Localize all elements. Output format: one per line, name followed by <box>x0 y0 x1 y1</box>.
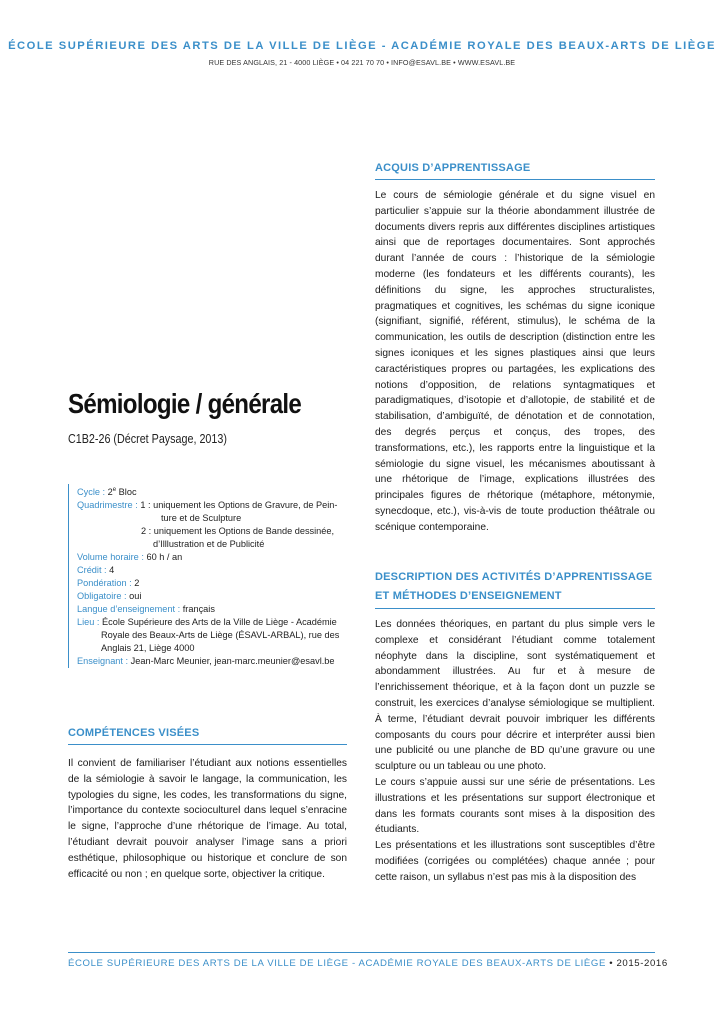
footer-separator: • <box>605 958 617 969</box>
description-text <box>375 617 655 886</box>
info-language <box>77 603 357 616</box>
course-info-block <box>68 484 357 668</box>
description-paragraph-3: Les présentations et les illustrations sont susceptibles d’être modifiées (corrigées ou complétées) chaque année ; pour cette raison, un syllabus n’est pas mis à la disposition des <box>375 840 655 883</box>
competences-heading: COMPÉTENCES VISÉES <box>68 727 347 745</box>
info-cycle <box>77 484 357 499</box>
place-line2: Royale des Beaux-Arts de Liège (ÉSAVL-ARBAL), rue des <box>101 630 340 641</box>
info-hours <box>77 551 357 564</box>
info-mandatory <box>77 590 357 603</box>
header-school-name: ÉCOLE SUPÉRIEURE DES ARTS DE LA VILLE DE LIÈGE - ACADÉMIE ROYALE DES BEAUX-ARTS DE LIÈGE <box>8 40 716 52</box>
competences-text <box>68 756 347 882</box>
quad-line4: d’Illlustration et de Publicité <box>153 539 265 550</box>
place-label: Lieu : <box>77 617 103 628</box>
mandatory-value: oui <box>129 591 142 602</box>
header-contact-line: RUE DES ANGLAIS, 21 - 4000 LIÈGE • 04 221 70 70 • INFO@ESAVL.BE • WWW.ESAVL.BE <box>208 58 516 67</box>
teacher-value: Jean-Marc Meunier, jean-marc.meunier@esavl.be <box>130 656 335 667</box>
course-code: C1B2-26 (Décret Paysage, 2013) <box>68 432 227 446</box>
language-label: Langue d’enseignement : <box>77 604 183 615</box>
hours-label: Volume horaire : <box>77 552 147 563</box>
info-credit <box>77 564 357 577</box>
place-line3: Anglais 21, Liège 4000 <box>101 643 195 654</box>
acquis-text <box>375 188 655 536</box>
quad-line3: 2 : uniquement les Options de Bande dessinée, <box>141 526 335 537</box>
language-value: français <box>182 604 215 615</box>
cycle-value-sup: e <box>112 487 117 493</box>
quad-label: Quadrimestre : <box>77 500 141 511</box>
info-teacher <box>77 655 357 668</box>
place-line1: École Supérieure des Arts de la Ville de Liège - Académie <box>102 617 337 628</box>
footer-divider <box>68 952 655 953</box>
quad-line2: ture et de Sculpture <box>161 513 242 524</box>
quad-line1: 1 : uniquement les Options de Gravure, de Pein- <box>140 500 338 511</box>
info-place <box>77 616 357 629</box>
credit-label: Crédit : <box>77 565 110 576</box>
hours-value: 60 h / an <box>146 552 183 563</box>
description-paragraph-1: Les données théoriques, en partant du plus simple vers le complexe et considérant l’étudiant comme totalement néophyte dans la discipline, sont systématiquement et abondamment illustrées. Au fur et à mesure de l’enrichissement théorique, et à la façon dont un puzzle se construit, les exercices d’analyse sémiologique se multiplient. À terme, l’étudiant devrait pouvoir imbriquer les différents composants du cours pour décrire et interpréter aussi bien une publicité ou une planche de BD qu’une gravure ou une sculpture ou un tableau ou une photo. <box>375 619 655 773</box>
mandatory-label: Obligatoire : <box>77 591 130 602</box>
info-quadrimestre <box>77 499 357 512</box>
cycle-value-rest: Bloc <box>116 487 137 498</box>
competences-paragraph: Il convient de familiariser l’étudiant aux notions essentielles de la sémiologie à savoir le langage, la communication, les typologies du signe, les codes, les transformations du signe, l’importance du contexte socioculturel dans lequel s’enracine le signe, l’approche d’une rhétorique de l’image. Au total, l’étudiant devrait pouvoir analyser l’image sans a priori esthétique, philosophique ou historique et conclure de son efficacité ou non ; en quelque sorte, objectiver la critique. <box>68 758 347 880</box>
footer <box>68 958 668 969</box>
credit-value: 4 <box>109 565 115 576</box>
acquis-paragraph: Le cours de sémiologie générale et du signe visuel en particulier s’appuie sur la théorie abondamment illustrée de documents divers repris aux différentes disciplines artistiques ainsi que de reportages documentaires. Sont approchés durant l’année de cours : l’historique de la sémiologie moderne (les fondateurs et les différents courants), les définitions du signe, les approches structuralistes, pragmatiques et cognitives, les schémas du signe iconique (signifiant, signifié, référent, stimulus), le schéma de la communication, les outils de description (distinction entre les signes iconiques et les signes plastiques ainsi que leurs caractéristiques propres ou partagées, les explications des notions d’opposition, de relations syntagmatiques et paradigmatiques, d’isotopie et d’allotopie, de stabilité et de stabilisation, d’ambiguïté, de dénotation et de connotation, des degrés perçus et conçus, des tropes, des transformations, etc.), les rapports entre la linguistique et la sémiologie du signe visuel, les mécanismes aboutissant à une rhétorique de l’image, explications illustrées des principales figures de rhétorique (métaphore, métonymie, synecdoque, etc.), vis-à-vis de toute production théâtrale ou scénique contemporaine. <box>375 190 655 533</box>
description-heading: DESCRIPTION DES ACTIVITÉS D’APPRENTISSAGE ET MÉTHODES D’ENSEIGNEMENT <box>375 568 655 609</box>
description-paragraph-2: Le cours s’appuie aussi sur une série de présentations. Les illustrations et les présentations sur support électronique et dans les formats courants sont mises à la disposition des étudiants. <box>375 776 655 836</box>
weight-value: 2 <box>134 578 140 589</box>
cycle-label: Cycle : <box>77 487 108 498</box>
footer-school-name: ÉCOLE SUPÉRIEURE DES ARTS DE LA VILLE DE LIÈGE - ACADÉMIE ROYALE DES BEAUX-ARTS DE LIÈGE <box>68 958 606 969</box>
weight-label: Pondération : <box>77 578 135 589</box>
footer-year: 2015-2016 <box>616 958 668 969</box>
cycle-value-num: 2 <box>107 487 113 498</box>
teacher-label: Enseignant : <box>77 656 131 667</box>
info-weight <box>77 577 357 590</box>
course-title: Sémiologie / générale <box>68 388 302 419</box>
acquis-heading: ACQUIS D’APPRENTISSAGE <box>375 162 655 180</box>
